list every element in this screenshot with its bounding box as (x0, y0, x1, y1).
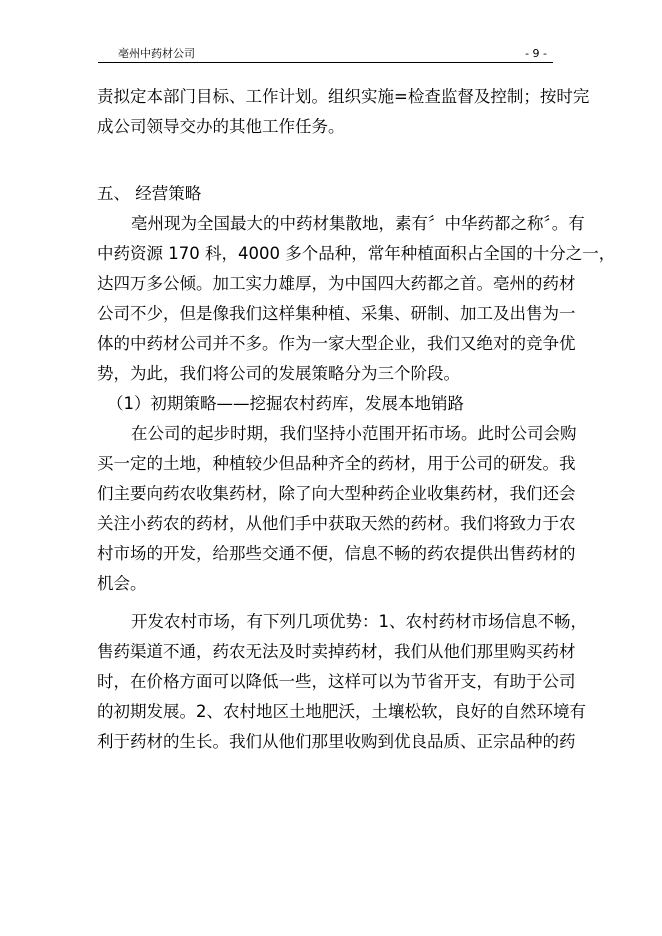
paragraph-line: 体的中药材公司并不多。作为一家大型企业，我们又绝对的竞争优 (97, 334, 576, 353)
paragraph-line: 时，在价格方面可以降低一些，这样可以为节省开支，有助于公司 (97, 672, 576, 691)
intro-line: 成公司领导交办的其他工作任务。 (97, 117, 345, 136)
spacer (97, 599, 567, 607)
paragraph-line: 的初期发展。2、农村地区土地肥沃，土壤松软，良好的自然环境有 (97, 702, 586, 721)
spacer (97, 142, 567, 179)
page-header (98, 38, 553, 63)
paragraph-line: 达四万多公倾。加工实力雄厚，为中国四大药都之首。亳州的药材 (97, 274, 576, 293)
paragraph-line: 开发农村市场，有下列几项优势：1、农村药材市场信息不畅， (131, 612, 587, 631)
document-body (97, 82, 616, 757)
intro-line: 责拟定本部门目标、工作计划。组织实施=检查监督及控制；按时完 (97, 87, 590, 106)
paragraph-line: 村市场的开发，给那些交通不便，信息不畅的药农提供出售药材的 (97, 544, 576, 563)
section-heading: 五、 经营策略 (97, 184, 202, 203)
paragraph-line: 售药渠道不通，药农无法及时卖掉药材，我们从他们那里购买药材 (97, 642, 576, 661)
paragraph-line: 利于药材的生长。我们从他们那里收购到优良品质、正宗品种的药 (97, 732, 576, 751)
paragraph-line: 公司不少，但是像我们这样集种植、采集、研制、加工及出售为一 (97, 304, 576, 323)
paragraph-line: 机会。 (97, 574, 147, 593)
paragraph-line: 中药资源 170 科，4000 多个品种，常年种植面积占全国的十分之一， (97, 244, 616, 263)
header-page-number: - 9 - (525, 47, 547, 60)
paragraph-line: 亳州现为全国最大的中药材集散地，素有〞中华药都之称〞。有 (131, 214, 585, 233)
paragraph-line: 势，为此，我们将公司的发展策略分为三个阶段。 (97, 364, 460, 383)
paragraph-line: 关注小药农的药材，从他们手中获取天然的药材。我们将致力于农 (97, 514, 576, 533)
paragraph-line: 买一定的土地，种植较少但品种齐全的药材，用于公司的研发。我 (97, 454, 576, 473)
paragraph-line: 在公司的起步时期，我们坚持小范围开拓市场。此时公司会购 (131, 424, 577, 443)
paragraph-line: 们主要向药农收集药材，除了向大型种药企业收集药材，我们还会 (97, 484, 576, 503)
subheading: （1）初期策略——挖掘农村药库，发展本地销路 (107, 394, 464, 413)
header-company-name: 亳州中药材公司 (118, 47, 195, 60)
